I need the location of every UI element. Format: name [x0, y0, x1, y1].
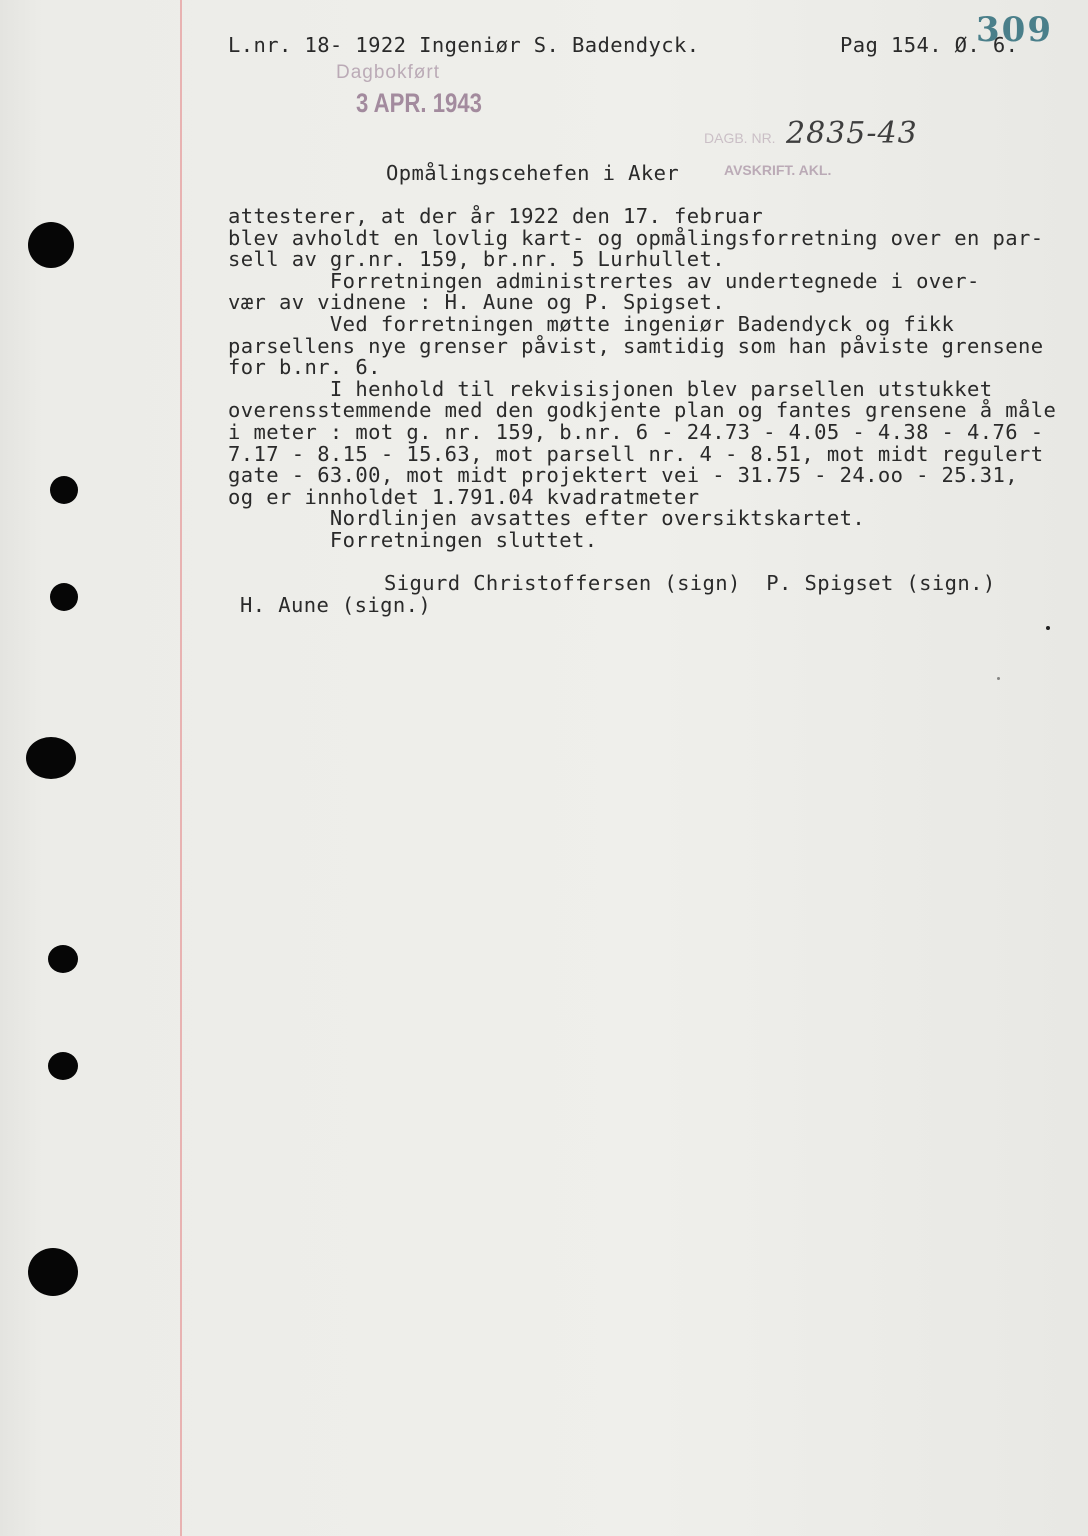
ink-speck	[997, 677, 1000, 680]
body-line: parsellens nye grenser påvist, samtidig som han påviste grensene	[228, 334, 1044, 358]
body-line: for b.nr. 6.	[228, 355, 381, 379]
margin-rule	[180, 0, 182, 1536]
stamp-copy-sub: AVSKRIFT. AKL.	[724, 162, 832, 178]
body-line: vær av vidnene : H. Aune og P. Spigset.	[228, 290, 725, 314]
body-line: og er innholdet 1.791.04 kvadratmeter	[228, 485, 700, 509]
body-line: I henhold til rekvisisjonen blev parsellen utstukket	[228, 377, 993, 401]
punch-hole	[28, 222, 74, 268]
punch-hole	[48, 945, 78, 973]
punch-hole	[50, 583, 78, 611]
punch-hole	[26, 737, 76, 779]
signature-line: Sigurd Christoffersen (sign) P. Spigset (sign.)	[384, 571, 996, 595]
punch-hole	[28, 1248, 78, 1296]
body-line: i meter : mot g. nr. 159, b.nr. 6 - 24.73 - 4.05 - 4.38 - 4.76 -	[228, 420, 1044, 444]
body-line: blev avholdt en lovlig kart- og opmålingsforretning over en par-	[228, 226, 1044, 250]
stamp-copy-label: DAGB. NR.	[704, 130, 776, 146]
header-right: Pag 154. Ø. 6.	[840, 33, 1019, 57]
header-left: L.nr. 18- 1922 Ingeniør S. Badendyck.	[228, 33, 700, 57]
body-line: Nordlinjen avsattes efter oversiktskartet.	[228, 506, 866, 530]
body-line: overensstemmende med den godkjente plan og fantes grensene å måle	[228, 398, 1057, 422]
punch-hole	[48, 1052, 78, 1080]
body-line: Forretningen administrertes av undertegnede i over-	[228, 269, 980, 293]
page-number: 309	[976, 10, 1053, 50]
body-line: Ved forretningen møtte ingeniør Badendyck og fikk	[228, 312, 955, 336]
body-line: attesterer, at der år 1922 den 17. februar	[228, 204, 764, 228]
body-line: sell av gr.nr. 159, br.nr. 5 Lurhullet.	[228, 247, 725, 271]
ink-speck	[1046, 626, 1050, 630]
body-line: Forretningen sluttet.	[228, 528, 598, 552]
addressee: Opmålingscehefen i Aker	[386, 161, 680, 185]
signature-line: H. Aune (sign.)	[240, 593, 432, 617]
stamp-received-date: 3 APR. 1943	[356, 88, 482, 118]
body-line: 7.17 - 8.15 - 15.63, mot parsell nr. 4 - 8.51, mot midt regulert	[228, 442, 1044, 466]
body-line: gate - 63.00, mot midt projektert vei - 31.75 - 24.oo - 25.31,	[228, 463, 1019, 487]
punch-hole	[50, 476, 78, 504]
stamp-received-label: Dagbokført	[336, 62, 440, 83]
handwritten-case-number: 2835-43	[786, 116, 918, 151]
